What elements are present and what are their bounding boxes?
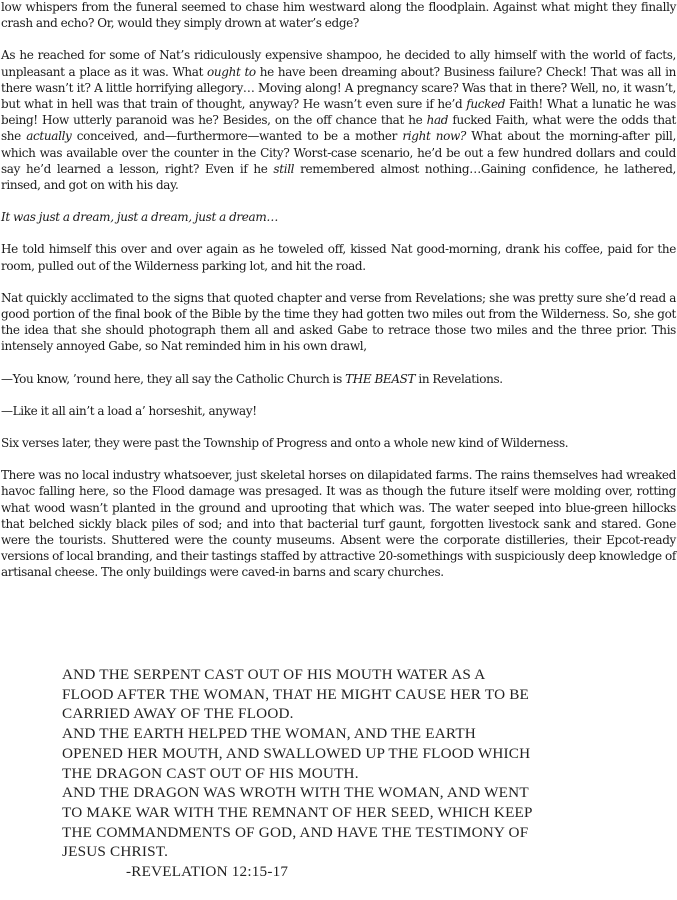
text-run: Nat quickly acclimated to the signs that quoted chapter and verse from Revelations; she was pretty sure she’d read a good portion of the final book of the Bible by the time they had gotten two miles out from the Wilderness. So, she got the idea that she should photograph them all and asked Gabe to retrace those two miles and the three prior. This intensely annoyed Gabe, so Nat reminded him in his own drawl, (1, 290, 676, 354)
text-run: he have been dreaming about? Business failure? Check! That was all in there wasn’t it? A little horrifying allegory… Moving along! A pregnancy scare? Was that in there? Well, no, it wasn’t, but what in hell was that train of thought, anyway? He wasn’t even sure if he’d (1, 64, 676, 112)
paragraph (1, 290, 676, 355)
text-run: As he reached for some of Nat’s ridiculously expensive shampoo, he decided to ally himself with the world of facts, unpleasant a place as it was. What (1, 48, 676, 79)
quote-lines (62, 665, 562, 862)
quote-line: AND THE DRAGON WAS WROTH WITH THE WOMAN, AND WENT (62, 784, 529, 802)
quote-line: OPENED HER MOUTH, AND SWALLOWED UP THE FLOOD WHICH (62, 744, 531, 762)
text-run: in Revelations. (415, 371, 503, 386)
text-run: low whispers from the funeral seemed to chase him westward along the floodplain. Against what might they finally crash and echo? Or, would they simply drown at water’s edge? (1, 0, 676, 31)
paragraph (1, 209, 676, 225)
quote-line: JESUS CHRIST. (62, 843, 169, 861)
text-run: Six verses later, they were past the Township of Progress and onto a whole new kind of Wilderness. (1, 436, 569, 451)
text-run: —You know, ’round here, they all say the Catholic Church is (1, 371, 346, 386)
italic-text: had (426, 113, 449, 128)
text-run: Faith! What a lunatic he was being! How utterly paranoid was he? Besides, on the off chance that he (1, 97, 676, 128)
prose-body (1, 0, 676, 597)
quote-line: THE DRAGON CAST OUT OF HIS MOUTH. (62, 764, 359, 782)
text-run: He told himself this over and over again as he toweled off, kissed Nat good-morning, drank his coffee, paid for the room, pulled out of the Wilderness parking lot, and hit the road. (1, 242, 676, 273)
paragraph (1, 371, 676, 387)
quote-line: FLOOD AFTER THE WOMAN, THAT HE MIGHT CAUSE HER TO BE (62, 685, 530, 703)
quote-line: TO MAKE WAR WITH THE REMNANT OF HER SEED, WHICH KEEP (62, 803, 533, 821)
italic-text: fucked (466, 97, 506, 112)
italic-text: actually (26, 129, 72, 144)
italic-text: right now? (402, 129, 466, 144)
quote-line: THE COMMANDMENTS OF GOD, AND HAVE THE TESTIMONY OF (62, 823, 529, 841)
paragraph (1, 241, 676, 273)
epigraph-quote (62, 665, 562, 882)
text-run: —Like it all ain’t a load a’ horseshit, anyway! (1, 403, 257, 418)
text-run: There was no local industry whatsoever, just skeletal horses on dilapidated farms. The rains themselves had wreaked havoc falling here, so the Flood damage was presaged. It was as though the future itself were molding over, rotting what wood wasn’t planted in the ground and uprooting that which was. The water seeped into blue-green hillocks that belched sickly black piles of sod; and into that bacterial turf gaunt, forgotten livestock sank and stared. Gone were the tourists. Shuttered were the county museums. Absent were the corporate distilleries, their Epcot-ready versions of local branding, and their tastings staffed by attractive 20-somethings with suspiciously deep knowledge of artisanal cheese. The only buildings were caved-in barns and scary churches. (1, 468, 676, 580)
paragraph (1, 0, 676, 31)
italic-text: It was just a dream, just a dream, just a dream… (1, 210, 279, 225)
italic-text: ought to (207, 64, 256, 79)
text-run: remembered almost nothing…Gaining confidence, he lathered, rinsed, and got on with his day. (1, 161, 676, 193)
paragraph (1, 467, 676, 580)
text-run: fucked Faith, what were the odds that she (1, 113, 676, 144)
quote-line: CARRIED AWAY OF THE FLOOD. (62, 705, 294, 723)
text-run: conceived, and—furthermore—wanted to be a mother (71, 129, 403, 144)
paragraph (1, 403, 676, 419)
quote-line: AND THE EARTH HELPED THE WOMAN, AND THE EARTH (62, 725, 476, 743)
quote-citation: -REVELATION 12:15-17 (126, 863, 289, 881)
quote-line: AND THE SERPENT CAST OUT OF HIS MOUTH WATER AS A (62, 666, 486, 683)
paragraph (1, 435, 676, 451)
paragraph (1, 47, 676, 193)
italic-text: THE BEAST (345, 371, 416, 386)
italic-text: still (273, 161, 295, 176)
text-run: What about the morning-after pill, which was available over the counter in the City? Worst-case scenario, he’d be out a few hundred dollars and could say he’d learned a lesson, right? Even if he (1, 129, 676, 176)
